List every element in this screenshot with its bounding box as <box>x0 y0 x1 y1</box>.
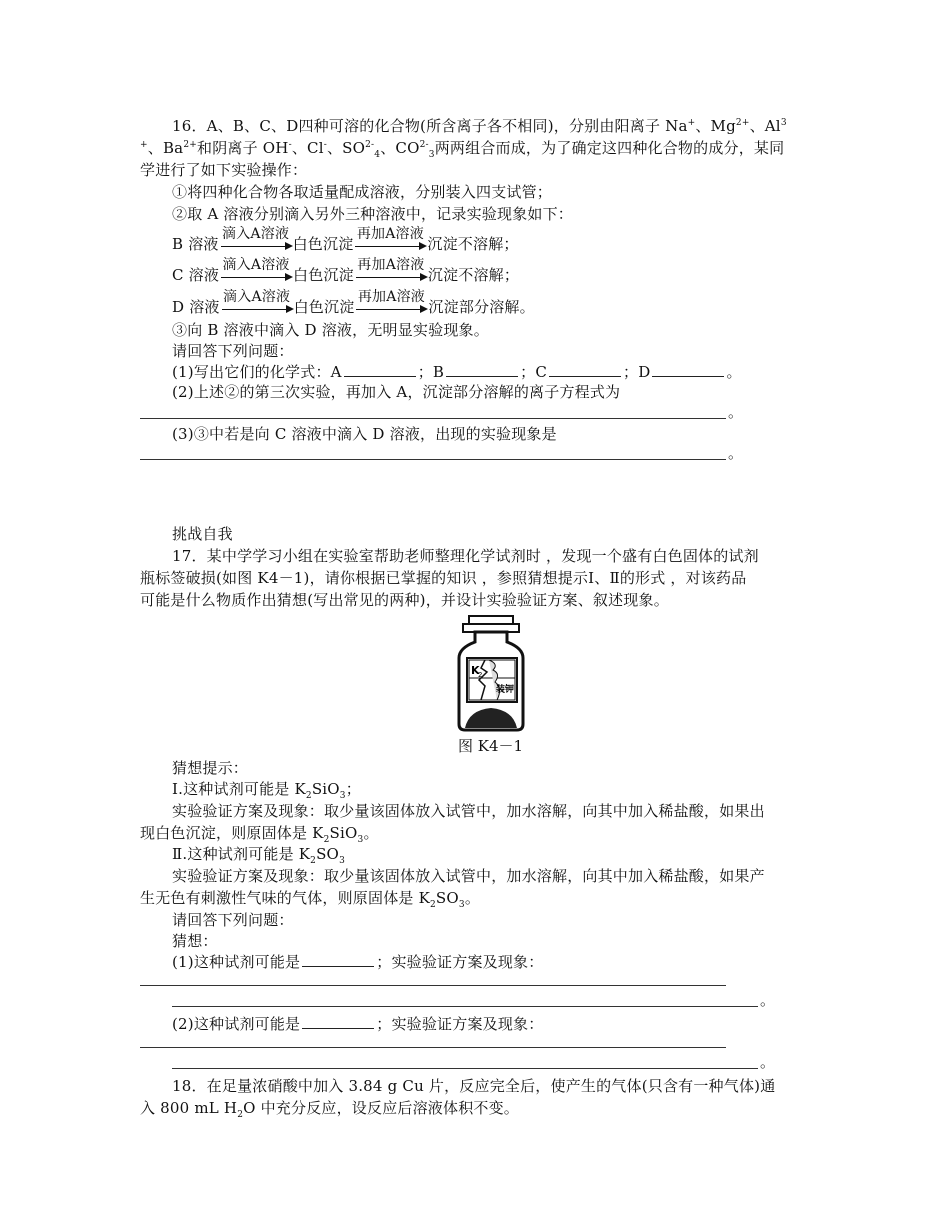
q16-step-2: ②取 A 溶液分别滴入另外三种溶液中，记录实验现象如下： <box>172 205 573 223</box>
q17-guess: 猜想： <box>172 932 218 950</box>
answer-blank-d[interactable] <box>652 362 724 377</box>
reaction-arrow: 再加A溶液 <box>354 297 428 317</box>
hint-title: 猜想提示： <box>172 759 249 777</box>
period-mark: 。 <box>760 1053 776 1071</box>
q16-row-d: D 溶液 滴入A溶液 白色沉淀 再加A溶液 沉淀部分溶解。 <box>172 289 535 316</box>
q18-line-2: 入 800 mL $H_2O$ 中充分反应，设反应后溶液体积不变。 <box>140 1099 520 1120</box>
answer-line[interactable] <box>140 418 726 419</box>
q17-line-1: 17．某中学学习小组在实验室帮助老师整理化学试剂时 ，发现一个盛有白色固体的试剂 <box>172 547 759 565</box>
q16-row-c: C 溶液 滴入A溶液 白色沉淀 再加A溶液 沉淀不溶解； <box>172 257 520 284</box>
q17-guess-2: (2)这种试剂可能是 ；实验验证方案及现象： <box>172 1015 544 1033</box>
answer-line[interactable] <box>140 459 726 460</box>
q17-guess-1: (1)这种试剂可能是 ；实验验证方案及现象： <box>172 953 544 971</box>
bottle-icon <box>455 614 527 734</box>
section-title: 挑战自我 <box>172 525 233 543</box>
label-k: K <box>471 664 480 677</box>
q16-line-1: 16．A、B、C、D四种可溶的化合物(所含离子各不相同)，分别由阳离子 Na+、$Mg^{2+}$、Al$^3$ <box>172 117 787 135</box>
period-mark: 。 <box>728 444 744 462</box>
q16-step-3: ③向 B 溶液中滴入 D 溶液，无明显实验现象。 <box>172 321 489 339</box>
reaction-arrow: 滴入A溶液 <box>220 297 294 317</box>
answer-blank-guess-2[interactable] <box>302 1014 374 1029</box>
label-k-sub: 2 <box>478 671 483 679</box>
hint-4a: 实验验证方案及现象：取少量该固体放入试管中，加水溶解，向其中加入稀盐酸，如果产 <box>172 867 765 885</box>
reagent-bottle-figure <box>455 614 527 738</box>
q17-ask: 请回答下列问题： <box>172 911 294 929</box>
q16-line-2: +、$Ba^{2+}$和阴离子 OH-、Cl-、$SO^{2-}_4$、$CO^{2-}_3$两两组合而成，为了确定这四种化合物的成分，某同 <box>140 139 785 160</box>
period-mark: 。 <box>760 991 776 1009</box>
answer-blank-b[interactable] <box>446 362 518 377</box>
figure-caption: 图 K4－1 <box>458 737 524 755</box>
hint-3: Ⅱ.这种试剂可能是 $K_2SO_3$ <box>172 845 345 866</box>
reaction-arrow: 滴入A溶液 <box>219 265 293 285</box>
answer-line[interactable] <box>172 1006 758 1007</box>
q17-line-3: 可能是什么物质作出猜想(写出常见的两种)，并设计实验验证方案、叙述现象。 <box>140 591 669 609</box>
reaction-arrow: 再加A溶液 <box>353 234 427 254</box>
answer-blank-guess-1[interactable] <box>302 952 374 967</box>
q16-ask: 请回答下列问题： <box>172 342 294 360</box>
answer-line[interactable] <box>140 1047 726 1048</box>
label-tail: 装钾 <box>496 685 515 695</box>
period-mark: 。 <box>728 403 744 421</box>
q16-line-3: 学进行了如下实验操作： <box>140 161 308 179</box>
hint-4b: 生无色有刺激性气味的气体，则原固体是 $K_2SO_3$。 <box>140 889 481 910</box>
q16-sub-2: (2)上述②的第三次实验，再加入 A，沉淀部分溶解的离子方程式为 <box>172 383 621 401</box>
q16-sub-3: (3)③中若是向 C 溶液中滴入 D 溶液，出现的实验现象是 <box>172 425 557 443</box>
reaction-arrow: 再加A溶液 <box>354 265 428 285</box>
hint-2a: 实验验证方案及现象：取少量该固体放入试管中，加水溶解，向其中加入稀盐酸，如果出 <box>172 802 765 820</box>
q17-line-2: 瓶标签破损(如图 K4－1)，请你根据已掌握的知识 ，参照猜想提示Ⅰ、Ⅱ的形式 ，对该药品 <box>140 569 747 587</box>
reaction-arrow: 滴入A溶液 <box>219 234 293 254</box>
hint-2b: 现白色沉淀，则原固体是 $K_2SiO_3$。 <box>140 824 379 845</box>
q16-step-1: ①将四种化合物各取适量配成溶液，分别装入四支试管； <box>172 183 553 201</box>
q18-line-1: 18．在足量浓硝酸中加入 3.84 g Cu 片，反应完全后，使产生的气体(只含有一种气体)通 <box>172 1077 776 1095</box>
answer-blank-c[interactable] <box>549 362 621 377</box>
q16-sub-1: (1)写出它们的化学式：A ；B ；C ；D 。 <box>172 363 742 381</box>
answer-blank-a[interactable] <box>344 362 416 377</box>
answer-line[interactable] <box>140 985 726 986</box>
answer-line[interactable] <box>172 1068 758 1069</box>
q16-row-b: B 溶液 滴入A溶液 白色沉淀 再加A溶液 沉淀不溶解； <box>172 226 519 253</box>
hint-1: Ⅰ.这种试剂可能是 $K_2SiO_3$； <box>172 780 361 801</box>
